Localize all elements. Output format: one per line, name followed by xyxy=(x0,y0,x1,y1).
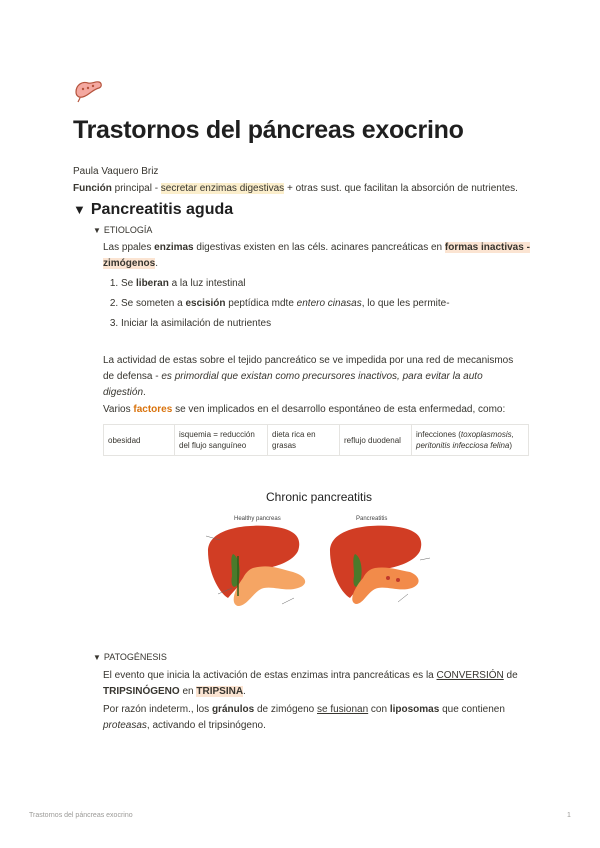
text: a la luz intestinal xyxy=(168,278,246,289)
table-cell: isquemia = reducción del flujo sanguíneo xyxy=(175,425,268,456)
table-cell xyxy=(412,425,529,456)
highlight-text: formas inactivas - zimógenos xyxy=(103,242,530,269)
etiologia-heading: ETIOLOGÍA xyxy=(103,225,153,235)
text: Las ppales xyxy=(103,242,155,253)
text: se ven implicados en el desarrollo espontáneo de esta enfermedad, como: xyxy=(172,404,506,415)
underlined-text: se fusionan xyxy=(317,704,369,715)
paragraph xyxy=(103,668,523,700)
numbered-list xyxy=(103,276,541,336)
function-label: Función xyxy=(73,183,112,194)
footer-title: Trastornos del páncreas exocrino xyxy=(29,812,133,819)
toggle-triangle-icon[interactable]: ▼ xyxy=(93,653,101,662)
paragraph xyxy=(103,402,505,418)
text: Por razón indeterm., los xyxy=(103,704,212,715)
function-text: principal - xyxy=(111,183,161,194)
text: digestivas existen en las céls. acinares pancreáticas en xyxy=(193,242,445,253)
text: de zimógeno xyxy=(254,704,317,715)
bold-text: TRIPSINÓGENO xyxy=(103,686,180,697)
text: , lo que les permite- xyxy=(361,298,450,309)
underlined-text: CONVERSIÓN xyxy=(436,670,504,681)
factors-table xyxy=(103,424,529,456)
function-highlight: secretar enzimas digestivas xyxy=(160,183,285,194)
bold-text: gránulos xyxy=(211,704,255,715)
text: Se someten a xyxy=(121,298,186,309)
healthy-organ-illustration xyxy=(208,526,305,606)
author: Paula Vaquero Briz xyxy=(73,166,159,177)
text: Varios xyxy=(103,404,134,415)
table-cell: reflujo duodenal xyxy=(340,425,412,456)
function-text-end: + otras sust. que facilitan la absorción de nutrientes. xyxy=(284,183,518,194)
paragraph xyxy=(103,353,523,401)
text: ) xyxy=(509,441,513,450)
text: Iniciar la asimilación de nutrientes xyxy=(121,318,272,329)
pancreatitis-organ-illustration xyxy=(330,526,421,604)
text: en xyxy=(179,686,197,697)
figure-title: Chronic pancreatitis xyxy=(266,490,373,504)
toggle-pancreatitis-aguda[interactable] xyxy=(73,201,233,219)
page-title: Trastornos del páncreas exocrino xyxy=(73,116,464,144)
section-heading: Pancreatitis aguda xyxy=(90,201,234,218)
italic-text: proteasas xyxy=(103,720,147,731)
bold-text: liberan xyxy=(136,278,169,289)
toggle-triangle-icon[interactable]: ▼ xyxy=(73,202,86,217)
text: El evento que inicia la activación de estas enzimas intra pancreáticas es la xyxy=(103,670,437,681)
text: de xyxy=(503,670,518,681)
text: que contienen xyxy=(439,704,505,715)
list-item xyxy=(121,296,541,312)
text: con xyxy=(368,704,390,715)
text: , activando el tripsinógeno. xyxy=(146,720,266,731)
table-row xyxy=(104,425,529,456)
function-line xyxy=(73,181,518,197)
italic-text: es primordial que existan como precursores inactivos, para evitar la auto digestión xyxy=(103,371,483,398)
toggle-etiologia[interactable] xyxy=(93,225,152,235)
orange-text: factores xyxy=(133,404,173,415)
bold-text: liposomas xyxy=(389,704,440,715)
pancreas-figure xyxy=(198,506,442,636)
text: peptídica mdte xyxy=(225,298,297,309)
list-item xyxy=(121,276,541,292)
healthy-label: Healthy pancreas xyxy=(234,516,281,522)
text: . xyxy=(243,686,246,697)
text: Se xyxy=(121,278,137,289)
highlight-text: TRIPSINA xyxy=(196,686,244,697)
pancreas-icon xyxy=(73,76,103,104)
text: infecciones ( xyxy=(416,430,461,439)
patogenesis-heading: PATOGÉNESIS xyxy=(103,652,167,662)
paragraph xyxy=(103,702,523,734)
italic-text: entero cinasas xyxy=(296,298,362,309)
bold-text: enzimas xyxy=(154,242,194,253)
pancreatitis-label: Pancreatitis xyxy=(356,516,388,522)
toggle-patogenesis[interactable] xyxy=(93,652,167,662)
italic-text: toxoplasmosis, peritonitis infecciosa felina xyxy=(416,430,514,450)
table-cell: dieta rica en grasas xyxy=(268,425,340,456)
text: . xyxy=(143,387,146,398)
page-number: 1 xyxy=(567,812,571,819)
paragraph xyxy=(103,240,533,272)
text: La actividad de estas sobre el tejido pancreático se ve impedida por una red de mecanismos de defensa - xyxy=(103,355,514,382)
text: . xyxy=(155,258,159,269)
toggle-triangle-icon[interactable]: ▼ xyxy=(93,226,101,235)
bold-text: escisión xyxy=(185,298,226,309)
list-item xyxy=(121,316,541,332)
table-cell: obesidad xyxy=(104,425,175,456)
